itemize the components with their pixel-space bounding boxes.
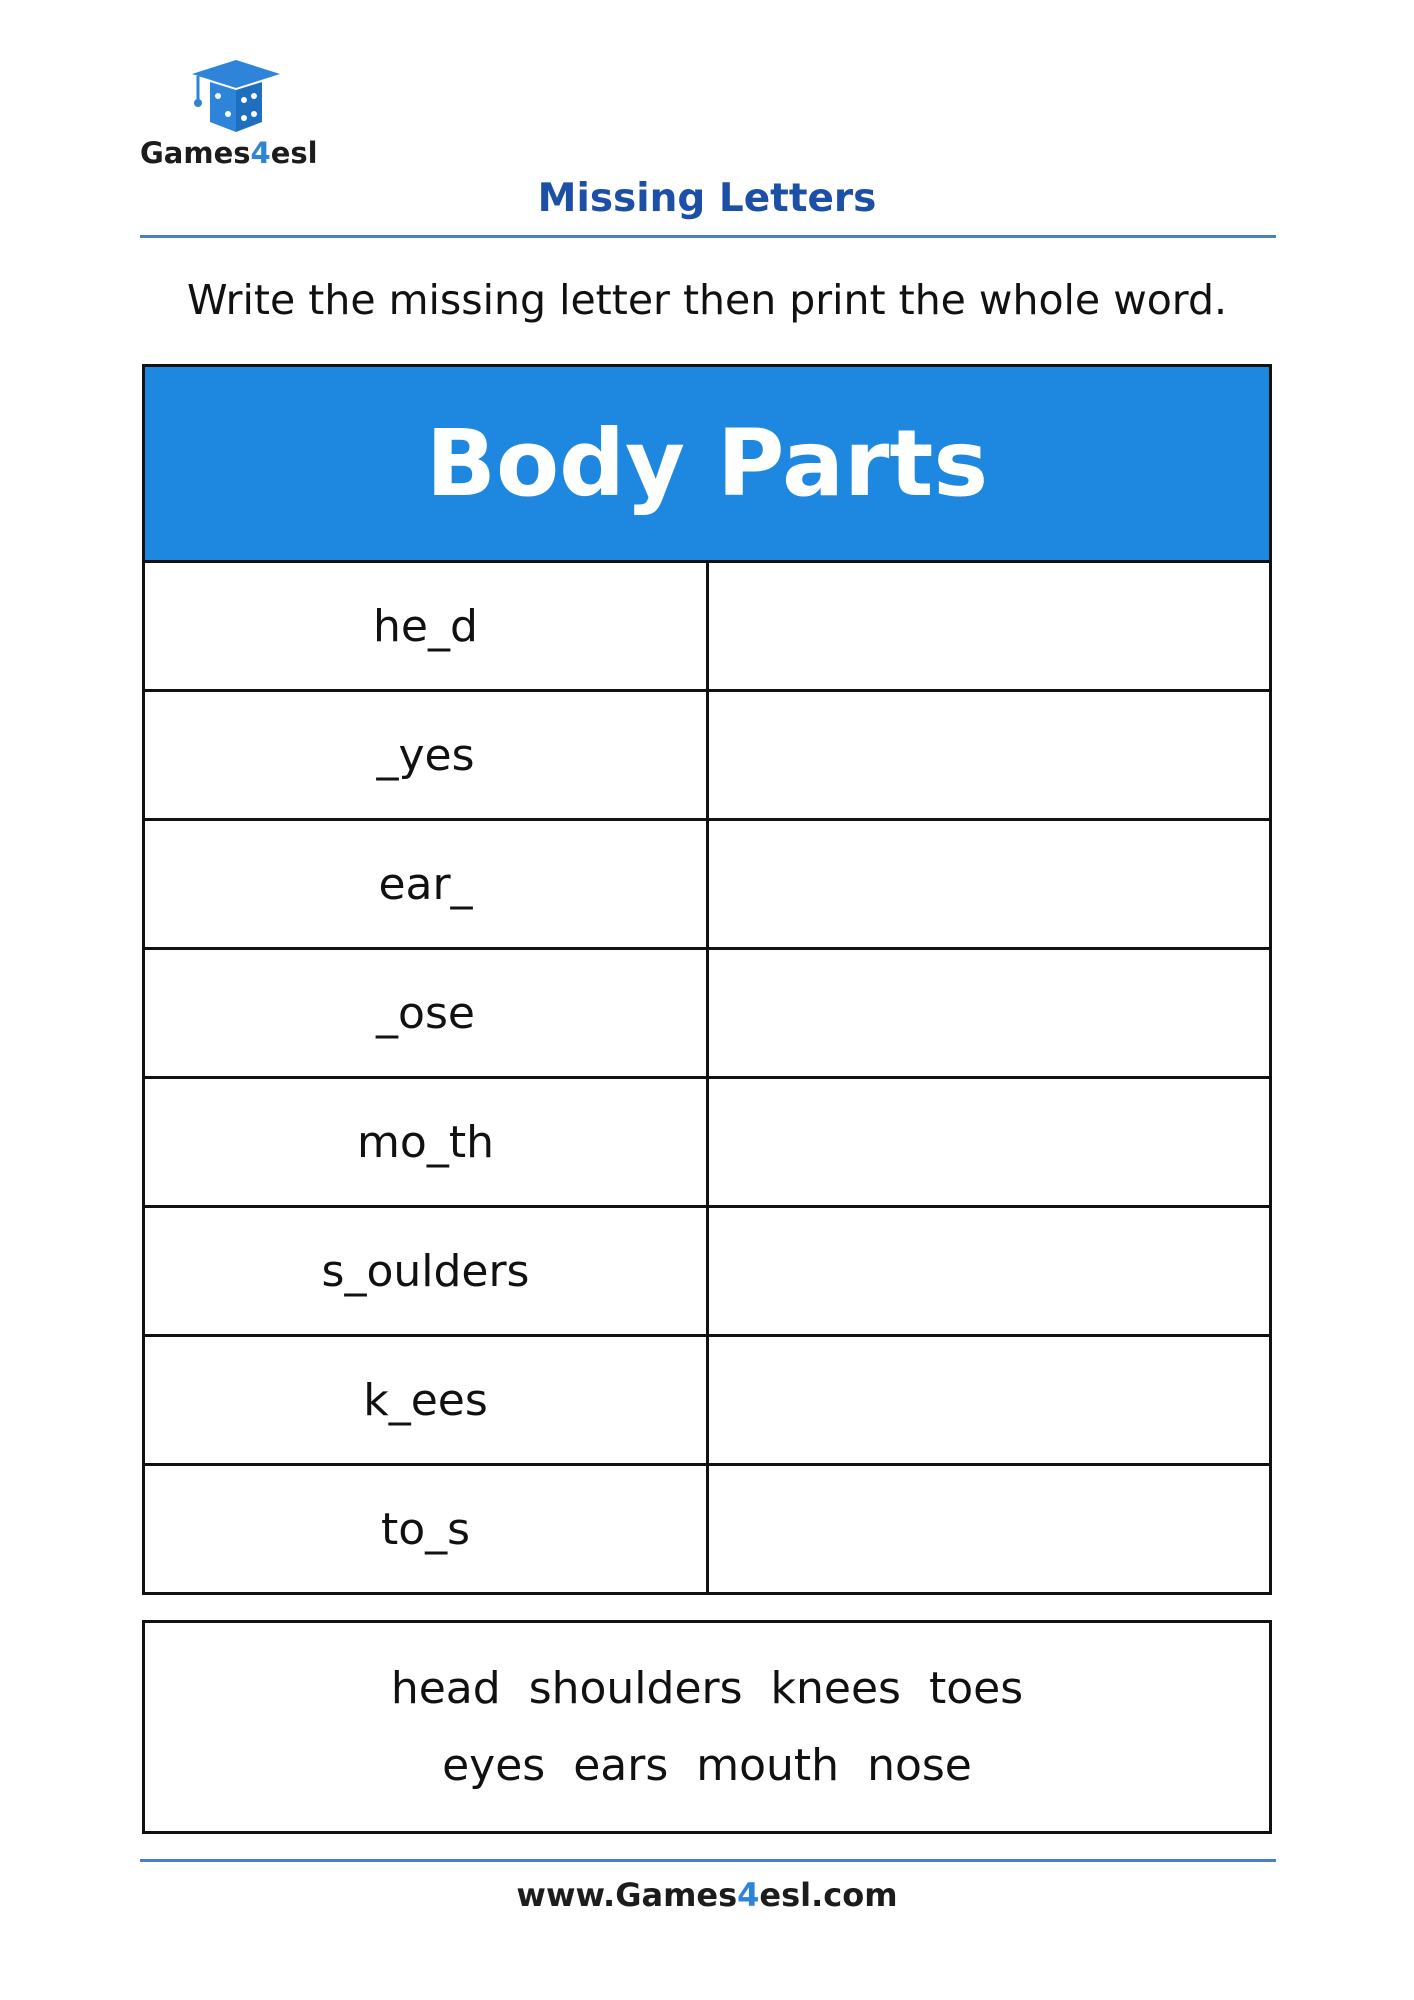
answer-cell[interactable] bbox=[709, 1079, 1269, 1205]
answer-cell[interactable] bbox=[709, 1337, 1269, 1463]
table-row bbox=[145, 692, 1269, 821]
table-row bbox=[145, 1466, 1269, 1592]
footer-url[interactable] bbox=[0, 1876, 1414, 1914]
table-row bbox=[145, 1079, 1269, 1208]
footer-suffix: esl.com bbox=[759, 1876, 898, 1914]
word-bank-item: knees bbox=[770, 1663, 901, 1714]
word-bank-item: mouth bbox=[696, 1740, 840, 1791]
table-row bbox=[145, 950, 1269, 1079]
answer-cell[interactable] bbox=[709, 821, 1269, 947]
brand-suffix: esl bbox=[270, 136, 318, 170]
answer-cell[interactable] bbox=[709, 1208, 1269, 1334]
word-bank-item: ears bbox=[573, 1740, 669, 1791]
word-cell: _ose bbox=[145, 950, 709, 1076]
answer-cell[interactable] bbox=[709, 563, 1269, 689]
word-bank bbox=[142, 1620, 1272, 1834]
instructions: Write the missing letter then print the whole word. bbox=[186, 276, 1227, 324]
table-row bbox=[145, 563, 1269, 692]
worksheet-table bbox=[142, 364, 1272, 1595]
table-heading: Body Parts bbox=[145, 367, 1269, 563]
table-row bbox=[145, 1337, 1269, 1466]
answer-cell[interactable] bbox=[709, 692, 1269, 818]
brand-name bbox=[140, 136, 340, 170]
word-bank-item: toes bbox=[928, 1663, 1024, 1714]
word-bank-item: shoulders bbox=[528, 1663, 743, 1714]
word-bank-line bbox=[391, 1663, 1023, 1714]
answer-cell[interactable] bbox=[709, 950, 1269, 1076]
brand-accent: 4 bbox=[250, 136, 271, 170]
answer-cell[interactable] bbox=[709, 1466, 1269, 1592]
word-cell: _yes bbox=[145, 692, 709, 818]
word-cell: ear_ bbox=[145, 821, 709, 947]
word-cell: k_ees bbox=[145, 1337, 709, 1463]
word-bank-line bbox=[442, 1740, 972, 1791]
word-bank-item: nose bbox=[867, 1740, 972, 1791]
bottom-divider bbox=[140, 1859, 1276, 1862]
word-cell: to_s bbox=[145, 1466, 709, 1592]
brand-prefix: Games bbox=[140, 136, 251, 170]
word-cell: s_oulders bbox=[145, 1208, 709, 1334]
word-cell: he_d bbox=[145, 563, 709, 689]
word-bank-item: eyes bbox=[442, 1740, 546, 1791]
footer-prefix: www.Games bbox=[516, 1876, 738, 1914]
footer-accent: 4 bbox=[737, 1876, 760, 1914]
word-cell: mo_th bbox=[145, 1079, 709, 1205]
table-row bbox=[145, 821, 1269, 950]
word-bank-item: head bbox=[390, 1663, 501, 1714]
graduation-dice-icon bbox=[188, 56, 284, 136]
top-divider bbox=[140, 235, 1276, 238]
table-row bbox=[145, 1208, 1269, 1337]
page-title: Missing Letters bbox=[537, 176, 877, 221]
